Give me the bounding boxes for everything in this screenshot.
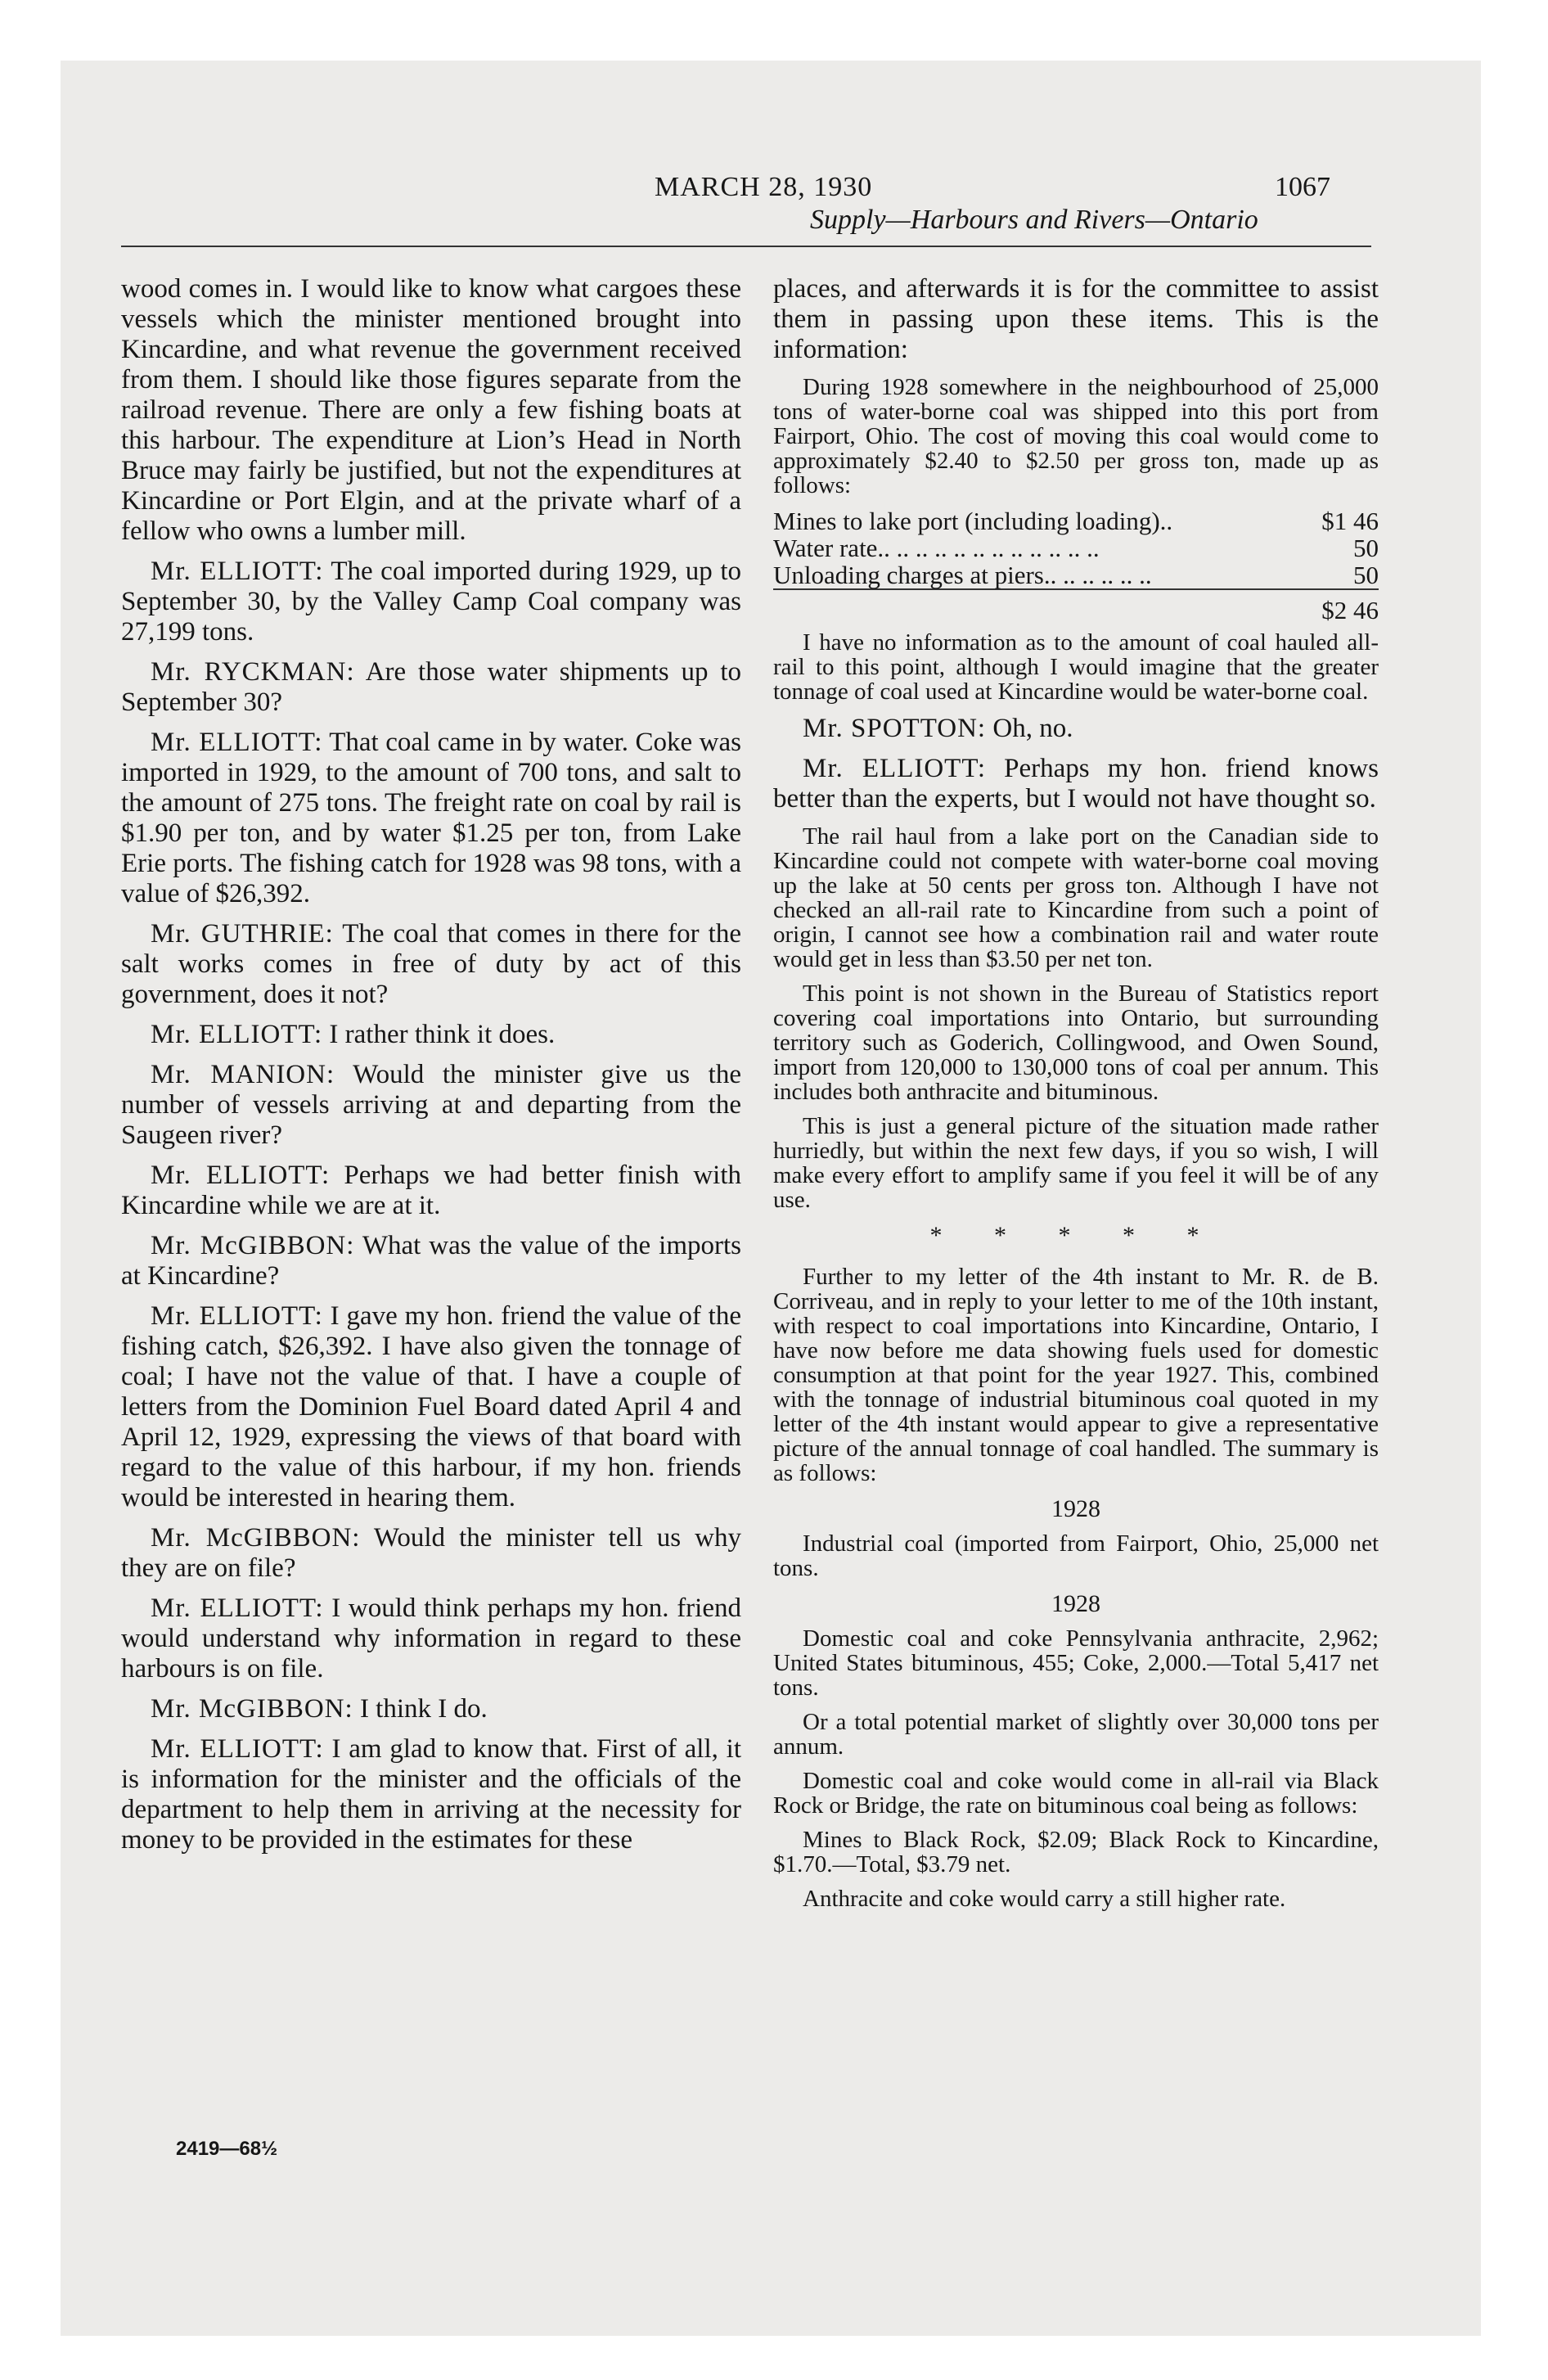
speech (121, 1523, 741, 1584)
speech (121, 1734, 741, 1855)
speaker-name: Mr. ELLIOTT: (803, 754, 987, 783)
quoted-paragraph: This is just a general picture of the situation made rather hurriedly, but within the next few days, if you so wish, I will make every effort to amplify same if you feel it will be of any use. (773, 1113, 1379, 1213)
rate-table (773, 507, 1379, 624)
quoted-paragraph: Anthracite and coke would carry a still higher rate. (803, 1886, 1286, 1912)
year-heading: 1928 (1051, 1495, 1100, 1522)
speech (773, 714, 1379, 744)
speech-text: I would think perhaps my hon. friend would understand why information in regard to these harbours is on file. (121, 1593, 741, 1684)
header-date: MARCH 28, 1930 (655, 172, 873, 202)
speech (121, 728, 741, 909)
quoted-paragraph: The rail haul from a lake port on the Canadian side to Kincardine could not compete with water-borne coal moving up the lake at 50 cents per gross ton. Although I have not checked an all-rail rate to Kincardine from such a point of origin, I cannot see how a combination rail and water route would get in less than $3.50 per net ton. (773, 823, 1379, 972)
speaker-name: Mr. RYCKMAN: (151, 657, 355, 687)
speaker-name: Mr. ELLIOTT: (151, 1161, 331, 1190)
quoted-paragraph: During 1928 somewhere in the neighbourhood of 25,000 tons of water-borne coal was shipped into this port from Fairport, Ohio. The cost of moving this coal would come to approximately $2.40 to $2.50 per gross ton, made up as follows: (773, 374, 1379, 498)
table-row (773, 561, 1379, 589)
speech-text: I gave my hon. friend the value of the fishing catch, $26,392. I have also given the tonnage of coal; I have not the value of that. I have a couple of letters from the Dominion Fuel Board dated April 4 and April 12, 1929, expressing the views of that board with regard to the value of this harbour, if my hon. friends would be interested in hearing them. (121, 1301, 741, 1512)
speech (121, 557, 741, 647)
speech (121, 1161, 741, 1221)
speech-text: Are those water shipments up to September 30? (121, 657, 741, 717)
quoted-paragraph: I have no information as to the amount of coal hauled all-rail to this point, although I would imagine that the greater tonnage of coal used at Kincardine would be water-borne coal. (773, 629, 1379, 705)
left-column (121, 274, 741, 1865)
table-row (773, 507, 1379, 534)
speech (773, 754, 1379, 814)
rate-label: Unloading charges at piers.. .. .. .. .. .. (773, 561, 1152, 589)
speech-text: I am glad to know that. First of all, it is information for the minister and the officials of the department to help them in arriving at the necessity for money to be provided in the estimates for these (121, 1734, 741, 1855)
page-number: 1067 (1275, 172, 1330, 202)
right-column (773, 274, 1379, 1921)
speaker-name: Mr. ELLIOTT: (151, 1734, 324, 1764)
speaker-name: Mr. ELLIOTT: (151, 1301, 323, 1331)
rate-label: Water rate.. .. .. .. .. .. .. .. .. .. .. .. (773, 534, 1100, 562)
speaker-name: Mr. MANION: (151, 1060, 335, 1089)
speech-text: Perhaps my hon. friend knows better than the experts, but I would not have thought so. (773, 754, 1379, 814)
quoted-paragraph: This point is not shown in the Bureau of Statistics report covering coal importations into Ontario, but surrounding territory such as Goderich, Collingwood, and Owen Sound, import from 120,000 to 130,000 tons of coal per annum. This includes both anthracite and bituminous. (773, 980, 1379, 1105)
speech-text: Would the minister tell us why they are on file? (121, 1523, 741, 1583)
speech (121, 1593, 741, 1684)
speech-text: I think I do. (353, 1694, 488, 1724)
speech-text: The coal imported during 1929, up to September 30, by the Valley Camp Coal company was 27,199 tons. (121, 557, 741, 647)
rate-amount: 50 (1353, 561, 1379, 589)
year-heading: 1928 (1051, 1590, 1100, 1617)
quoted-paragraph: Industrial coal (imported from Fairport, Ohio, 25,000 net tons. (773, 1530, 1379, 1581)
speech (121, 657, 741, 718)
quoted-paragraph: Further to my letter of the 4th instant to Mr. R. de B. Corriveau, and in reply to your letter to me of the 10th instant, with respect to coal importations into Kincardine, Ontario, I have now before me data showing fuels used for domestic consumption at that point for the year 1927. This, combined with the tonnage of industrial bituminous coal quoted in my letter of the 4th instant would appear to give a representative picture of the annual tonnage of coal handled. The summary is as follows: (773, 1264, 1379, 1486)
speech (121, 1694, 741, 1724)
speech-text: Oh, no. (986, 714, 1073, 743)
speech (121, 1301, 741, 1513)
speech-text: What was the value of the imports at Kincardine? (121, 1231, 741, 1291)
speaker-name: Mr. McGIBBON: (151, 1523, 361, 1553)
speaker-name: Mr. ELLIOTT: (151, 728, 323, 757)
rate-amount: $1 46 (1321, 507, 1379, 535)
table-total-row (773, 589, 1379, 624)
speech (121, 1060, 741, 1151)
speech (121, 919, 741, 1010)
quoted-paragraph: Domestic coal and coke would come in all-rail via Black Rock or Bridge, the rate on bituminous coal being as follows: (773, 1768, 1379, 1819)
speaker-name: Mr. McGIBBON: (151, 1231, 355, 1260)
footer-signature-code: 2419—68½ (176, 2138, 278, 2160)
speech-text: I rather think it does. (322, 1020, 556, 1049)
speaker-name: Mr. ELLIOTT: (151, 1593, 324, 1623)
speech-text: Perhaps we had better finish with Kincardine while we are at it. (121, 1161, 741, 1220)
running-head: Supply—Harbours and Rivers—Ontario (810, 205, 1258, 235)
speaker-name: Mr. SPOTTON: (803, 714, 987, 743)
speaker-name: Mr. ELLIOTT: (151, 1020, 323, 1049)
speech-text: That coal came in by water. Coke was imported in 1929, to the amount of 700 tons, and salt to the amount of 275 tons. The freight rate on coal by rail is $1.90 per ton, and by water $1.25 per ton, from Lake Erie ports. The fishing catch for 1928 was 98 tons, with a value of $26,392. (121, 728, 741, 908)
paragraph: places, and afterwards it is for the committee to assist them in passing upon these items. This is the information: (773, 274, 1379, 364)
speech (121, 1020, 741, 1050)
total-label (773, 589, 1303, 624)
speaker-name: Mr. McGIBBON: (151, 1694, 353, 1724)
speech (121, 1231, 741, 1291)
rate-total: $2 46 (1303, 589, 1379, 624)
table-row (773, 534, 1379, 561)
paragraph: wood comes in. I would like to know what cargoes these vessels which the minister mentioned brought into Kincardine, and what revenue the government received from them. I should like those figures separate from the railroad revenue. There are only a few fishing boats at this harbour. The expenditure at Lion’s Head in North Bruce may fairly be justified, but not the expenditures at Kincardine or Port Elgin, and at the private wharf of a fellow who owns a lumber mill. (121, 274, 741, 546)
speaker-name: Mr. ELLIOTT: (151, 557, 324, 586)
rate-label: Mines to lake port (including loading).. (773, 507, 1173, 535)
quoted-paragraph: Or a total potential market of slightly over 30,000 tons per annum. (773, 1709, 1379, 1760)
speech-text: The coal that comes in there for the salt works comes in free of duty by act of this government, does it not? (121, 919, 741, 1009)
rate-amount: 50 (1353, 534, 1379, 562)
speaker-name: Mr. GUTHRIE: (151, 919, 334, 949)
section-break-stars: * * * * * (929, 1222, 1222, 1249)
quoted-paragraph: Domestic coal and coke Pennsylvania anthracite, 2,962; United States bituminous, 455; Coke, 2,000.—Total 5,417 net tons. (773, 1625, 1379, 1701)
quoted-paragraph: Mines to Black Rock, $2.09; Black Rock to Kincardine, $1.70.—Total, $3.79 net. (773, 1827, 1379, 1877)
header-rule (121, 246, 1371, 247)
speech-text: Would the minister give us the number of vessels arriving at and departing from the Saugeen river? (121, 1060, 741, 1150)
